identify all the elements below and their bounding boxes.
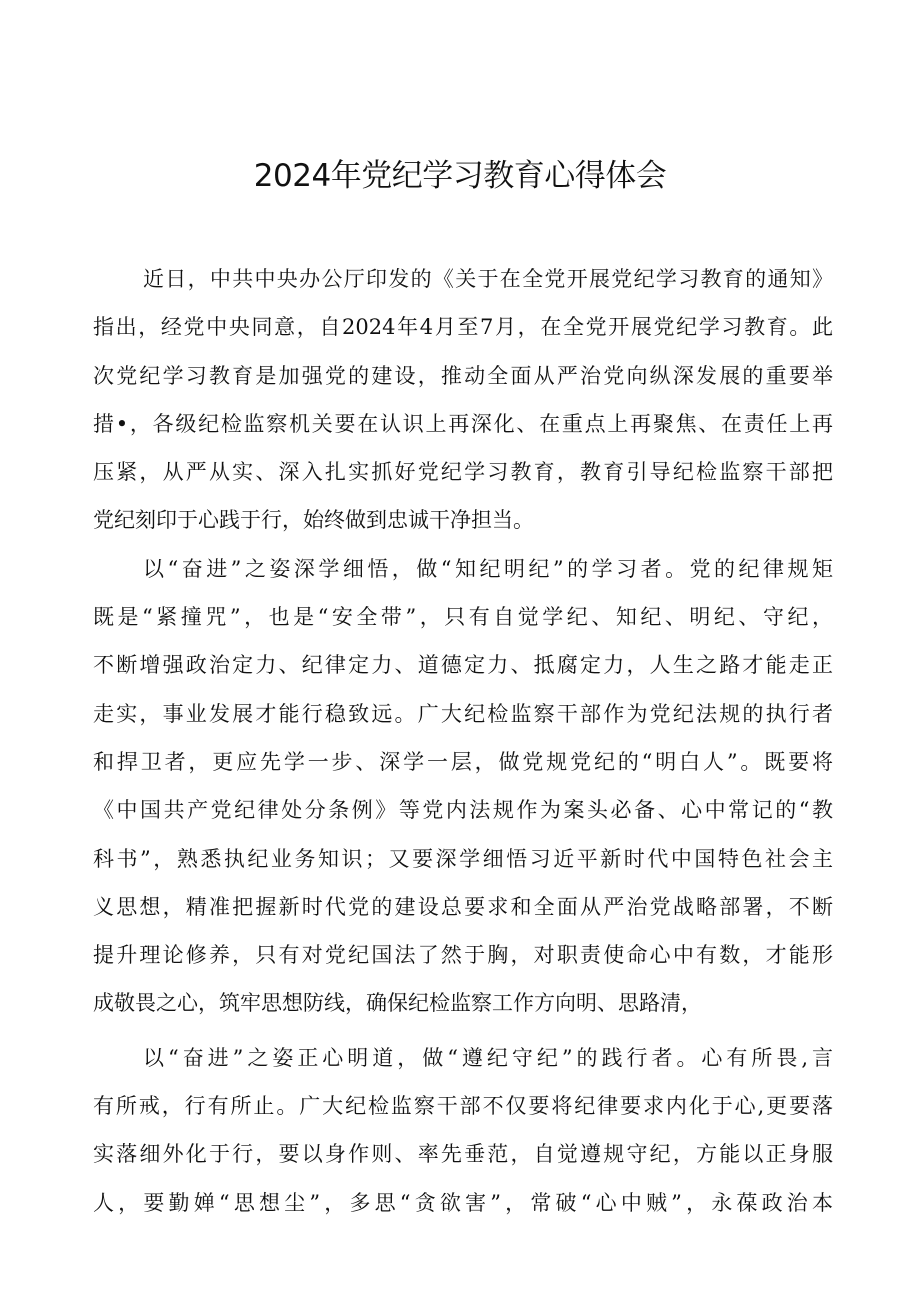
- paragraph-3: [93, 1034, 833, 1227]
- paragraph-line: 实落细外化于行，要以身作则、率先垂范，自觉遵规守纪，方能以正身服: [93, 1142, 833, 1167]
- paragraph-line: 近日，中共中央办公厅印发的《关于在全党开展党纪学习教育的通知》: [143, 267, 833, 291]
- paragraph-line: 成敬畏之心，筑牢思想防线，确保纪检监察工作方向明、思路清，: [93, 991, 702, 1016]
- paragraph-line: 压紧，从严从实、深入扎实抓好党纪学习教育，教育引导纪检监察干部把: [93, 460, 833, 485]
- paragraph-line: 不断增强政治定力、纪律定力、道德定力、抵腐定力，人生之路才能走正: [93, 653, 833, 678]
- paragraph-2: [93, 545, 833, 1028]
- paragraph-line: 次党纪学习教育是加强党的建设，推动全面从严治党向纵深发展的重要举: [93, 363, 833, 388]
- paragraph-line: 以“奋进”之姿深学细悟，做“知纪明纪”的学习者。党的纪律规矩: [143, 556, 833, 581]
- paragraph-line: 《中国共产党纪律处分条例》等党内法规作为案头必备、心中常记的“教: [93, 798, 833, 823]
- paragraph-line: 措•，各级纪检监察机关要在认识上再深化、在重点上再聚焦、在责任上再: [93, 411, 833, 436]
- paragraph-line: 有所戒，行有所止。广大纪检监察干部不仅要将纪律要求内化于心,更要落: [93, 1094, 833, 1119]
- paragraph-1: [93, 255, 833, 545]
- paragraph-line: 既是“紧撞咒”，也是“安全带”，只有自觉学纪、知纪、明纪、守纪，: [93, 605, 833, 630]
- document-title: 2024年党纪学习教育心得体会: [253, 158, 667, 194]
- paragraph-line: 以“奋进”之姿正心明道，做“遵纪守纪”的践行者。心有所畏,言: [143, 1045, 833, 1070]
- paragraph-line: 走实，事业发展才能行稳致远。广大纪检监察干部作为党纪法规的执行者: [93, 701, 833, 726]
- paragraph-line: 义思想，精准把握新时代党的建设总要求和全面从严治党战略部署，不断: [93, 894, 833, 919]
- paragraph-line: 和捍卫者，更应先学一步、深学一层，做党规党纪的“明白人”。既要将: [93, 749, 833, 774]
- paragraph-line: 指出，经党中央同意，自2024年4月至7月，在全党开展党纪学习教育。此: [93, 315, 833, 340]
- document-body: [93, 255, 833, 1227]
- paragraph-line: 提升理论修养，只有对党纪国法了然于胸，对职责使命心中有数，才能形: [93, 943, 833, 968]
- paragraph-line: 科书”，熟悉执纪业务知识；又要深学细悟习近平新时代中国特色社会主: [93, 846, 833, 871]
- paragraph-line: 党纪刻印于心践于行，始终做到忠诚干净担当。: [93, 508, 534, 533]
- paragraph-line: 人，要勤婵“思想尘”，多思“贪欲害”，常破“心中贼”，永葆政治本: [93, 1190, 833, 1215]
